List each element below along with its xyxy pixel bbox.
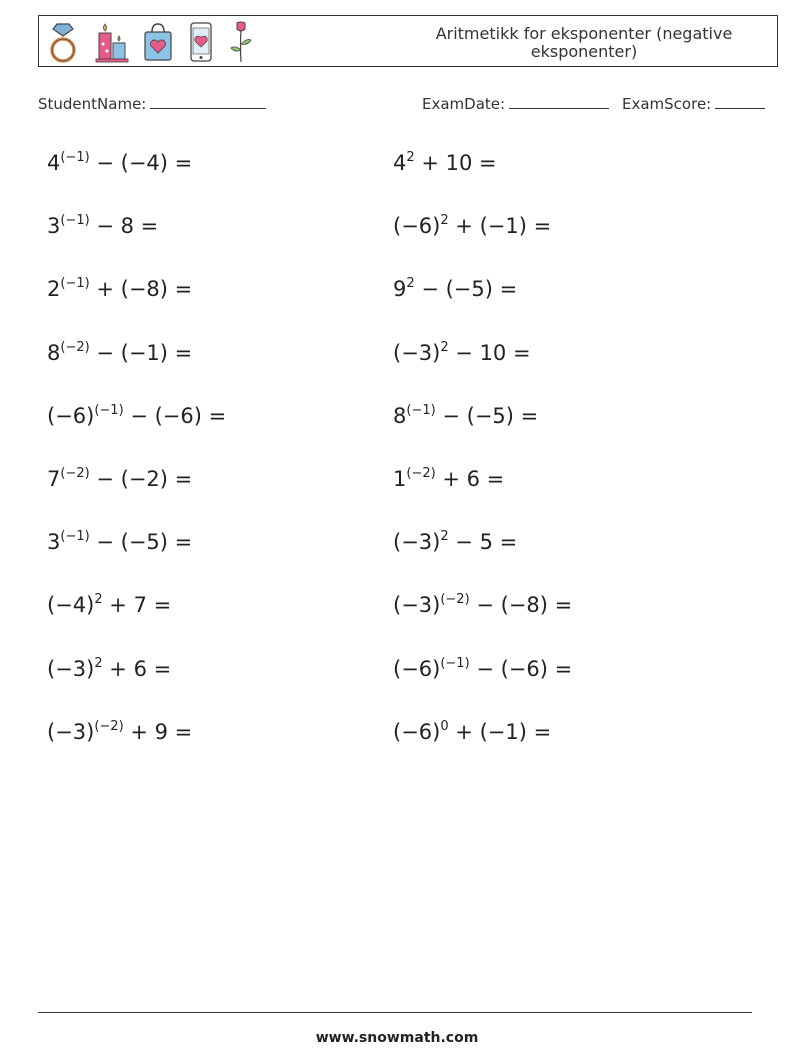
problem-rest: + 6 = bbox=[435, 467, 505, 491]
problem-base: (−6) bbox=[47, 403, 95, 428]
problem-item bbox=[47, 720, 192, 744]
problem-item bbox=[393, 214, 551, 238]
problem-rest: + 9 = bbox=[123, 719, 193, 744]
problem-item bbox=[47, 467, 192, 491]
rose-icon bbox=[227, 20, 255, 64]
problem-base: (−4) bbox=[47, 593, 95, 618]
problem-rest: − (−5) = bbox=[435, 403, 539, 428]
problem-rest: − (−5) = bbox=[414, 277, 518, 302]
problem-base: (−3) bbox=[393, 593, 441, 618]
problem-base: (−6) bbox=[393, 719, 441, 744]
problem-rest: − (−6) = bbox=[123, 403, 227, 428]
problem-exponent: (−1) bbox=[60, 213, 90, 229]
problem-item bbox=[393, 530, 517, 554]
problem-item bbox=[393, 341, 531, 365]
worksheet-title: Aritmetikk for eksponenter (negative eksponenter) bbox=[435, 24, 733, 61]
problem-base: 4 bbox=[47, 151, 61, 175]
problem-item bbox=[393, 720, 551, 744]
problem-item bbox=[393, 467, 504, 491]
exam-score-blank[interactable] bbox=[715, 94, 765, 109]
problem-rest: − (−8) = bbox=[469, 593, 573, 618]
problem-exponent: 0 bbox=[440, 718, 449, 734]
problem-item bbox=[393, 593, 572, 617]
exam-date-field bbox=[422, 94, 609, 113]
problem-exponent: 2 bbox=[440, 529, 449, 545]
problem-base: 2 bbox=[47, 277, 61, 302]
phone-heart-icon bbox=[186, 20, 216, 64]
exam-date-blank[interactable] bbox=[509, 94, 609, 109]
problem-base: (−3) bbox=[393, 340, 441, 365]
student-name-label: StudentName: bbox=[38, 95, 147, 113]
candles-icon bbox=[92, 20, 130, 64]
problem-exponent: (−2) bbox=[94, 718, 124, 734]
problem-rest: + (−1) = bbox=[448, 214, 552, 239]
problem-base: (−6) bbox=[393, 656, 441, 681]
problem-rest: − 5 = bbox=[448, 530, 518, 555]
icon-strip bbox=[45, 18, 266, 66]
problem-base: 9 bbox=[393, 277, 407, 302]
student-name-field bbox=[38, 94, 266, 113]
problem-base: 3 bbox=[47, 214, 61, 239]
problem-rest: + 10 = bbox=[414, 151, 497, 175]
problem-rest: − (−4) = bbox=[89, 151, 193, 175]
problem-exponent: 2 bbox=[440, 213, 449, 229]
problem-item bbox=[393, 404, 538, 428]
problem-item bbox=[47, 404, 226, 428]
student-name-blank[interactable] bbox=[150, 94, 266, 109]
exam-score-field bbox=[622, 94, 765, 113]
problem-base: (−6) bbox=[393, 214, 441, 239]
problem-rest: − (−5) = bbox=[89, 530, 193, 555]
problem-base: (−3) bbox=[393, 530, 441, 555]
problem-exponent: 2 bbox=[94, 592, 103, 608]
problem-exponent: (−1) bbox=[60, 529, 90, 545]
problem-base: 7 bbox=[47, 467, 61, 491]
problem-exponent: 2 bbox=[406, 276, 415, 292]
problem-rest: + 6 = bbox=[102, 656, 172, 681]
problem-base: 4 bbox=[393, 151, 407, 175]
problem-rest: − (−1) = bbox=[89, 340, 193, 365]
problem-exponent: (−2) bbox=[440, 592, 470, 608]
problem-base: (−3) bbox=[47, 656, 95, 681]
problem-item bbox=[47, 151, 192, 175]
problem-rest: − (−6) = bbox=[469, 656, 573, 681]
problem-exponent: (−2) bbox=[60, 466, 90, 481]
problem-item bbox=[393, 657, 572, 681]
problem-base: (−3) bbox=[47, 719, 95, 744]
problem-item bbox=[393, 277, 517, 301]
problem-exponent: 2 bbox=[94, 655, 103, 671]
problem-rest: − 8 = bbox=[89, 214, 159, 239]
problem-item bbox=[47, 277, 192, 301]
exam-date-label: ExamDate: bbox=[422, 95, 506, 113]
ring-icon bbox=[45, 20, 81, 64]
problem-rest: − 10 = bbox=[448, 340, 531, 365]
problem-base: 8 bbox=[393, 403, 407, 428]
header-box bbox=[38, 15, 778, 67]
problem-item bbox=[47, 657, 171, 681]
problem-item bbox=[47, 341, 192, 365]
problem-item bbox=[47, 530, 192, 554]
exam-score-label: ExamScore: bbox=[622, 95, 712, 113]
problem-rest: + (−8) = bbox=[89, 277, 193, 302]
problem-base: 8 bbox=[47, 340, 61, 365]
problem-exponent: 2 bbox=[440, 339, 449, 355]
problem-base: 1 bbox=[393, 467, 407, 491]
problem-exponent: (−1) bbox=[60, 150, 90, 165]
problem-exponent: (−1) bbox=[440, 655, 470, 671]
footer-divider bbox=[38, 1012, 752, 1013]
problem-exponent: (−1) bbox=[60, 276, 90, 292]
problem-exponent: (−2) bbox=[60, 339, 90, 355]
problem-item bbox=[393, 151, 497, 175]
problem-exponent: (−1) bbox=[406, 402, 436, 418]
problem-rest: − (−2) = bbox=[89, 467, 193, 491]
problem-item bbox=[47, 214, 158, 238]
problem-base: 3 bbox=[47, 530, 61, 555]
problem-exponent: (−1) bbox=[94, 402, 124, 418]
problem-item bbox=[47, 593, 171, 617]
problem-exponent: 2 bbox=[406, 150, 415, 165]
footer-url: www.snowmath.com bbox=[315, 1030, 479, 1046]
problem-rest: + (−1) = bbox=[448, 719, 552, 744]
problem-rest: + 7 = bbox=[102, 593, 172, 618]
problem-exponent: (−2) bbox=[406, 466, 436, 481]
gift-bag-icon bbox=[141, 20, 175, 64]
